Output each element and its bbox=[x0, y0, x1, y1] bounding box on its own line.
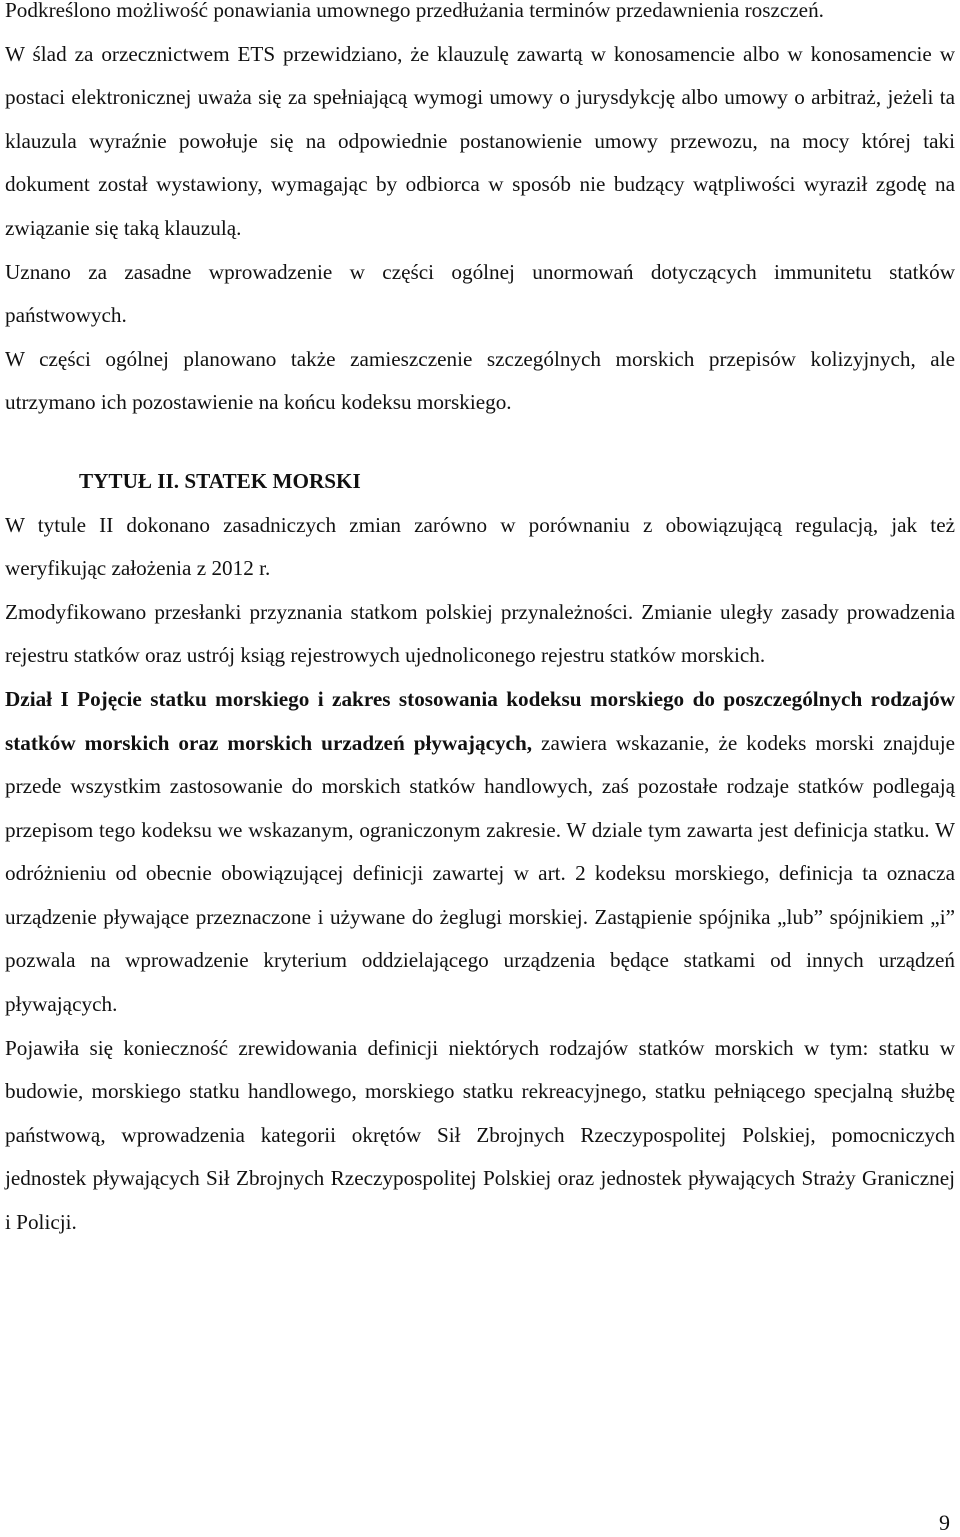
section-heading: TYTUŁ II. STATEK MORSKI bbox=[79, 468, 361, 493]
paragraph-dzial-one bbox=[5, 678, 955, 1027]
paragraph-state-immunity: Uznano za zasadne wprowadzenie w części ogólnej unormowań dotyczących immunitetu statków państwowych. bbox=[5, 259, 955, 328]
paragraph-title-two-changes: W tytule II dokonano zasadniczych zmian zarówno w porównaniu z obowiązującą regulacją, jak też weryfikując założenia z 2012 r. bbox=[5, 512, 955, 581]
document-page bbox=[5, 0, 955, 1245]
dzial-body: zawiera wskazanie, że kodeks morski znajduje przede wszystkim zastosowanie do morskich statków handlowych, zaś pozostałe rodzaje statków podlegają przepisom tego kodeksu we wskazanym, ograniczonym zakresie. W dziale tym zawarta jest definicja statku. W odróżnieniu od obecnie obowiązującej definicji zawartej w art. 2 kodeksu morskiego, definicja ta oznacza urządzenie pływające przeznaczone i używane do żeglugi morskiej. Zastąpienie spójnika „lub” spójnikiem „i” pozwala na wprowadzenie kryterium oddzielającego urządzenia będące statkami od innych urządzeń pływających. bbox=[5, 730, 955, 1017]
paragraph-prolongation: Podkreślono możliwość ponawiania umownego przedłużania terminów przedawnienia roszczeń. bbox=[5, 0, 824, 22]
paragraph-conflict-rules: W części ogólnej planowano także zamieszczenie szczególnych morskich przepisów kolizyjnych, ale utrzymano ich pozostawienie na końcu kodeksu morskiego. bbox=[5, 346, 955, 415]
paragraph-ship-definitions: Pojawiła się konieczność zrewidowania definicji niektórych rodzajów statków morskich w tym: statku w budowie, morskiego statku handlowego, morskiego statku rekreacyjnego, statku pełniącego specjalną służbę państwową, wprowadzenia kategorii okrętów Sił Zbrojnych Rzeczypospolitej Polskiej, pomocniczych jednostek pływających Sił Zbrojnych Rzeczypospolitej Polskiej oraz jednostek pływających Straży Granicznej i Policji. bbox=[5, 1035, 955, 1235]
paragraph-nationality-register: Zmodyfikowano przesłanki przyznania statkom polskiej przynależności. Zmianie uległy zasady prowadzenia rejestru statków oraz ustrój ksiąg rejestrowych ujednoliconego rejestru statków morskich. bbox=[5, 599, 955, 668]
page-number: 9 bbox=[939, 1510, 950, 1535]
dzial-bold-lead: Dział I Pojęcie statku morskiego i zakres stosowania kodeksu morskiego do poszczególnych rodzajów statków morskich oraz morskich urzadzeń pływających, bbox=[5, 686, 955, 755]
paragraph-jurisdiction-clause: W ślad za orzecznictwem ETS przewidziano, że klauzulę zawartą w konosamencie albo w konosamencie w postaci elektronicznej uważa się za spełniającą wymogi umowy o jurysdykcję albo umowy o arbitraż, jeżeli ta klauzula wyraźnie powołuje się na odpowiednie postanowienie umowy przewozu, na mocy której taki dokument został wystawiony, wymagając by odbiorca w sposób nie budzący wątpliwości wyraził zgodę na związanie się taką klauzulą. bbox=[5, 41, 955, 240]
